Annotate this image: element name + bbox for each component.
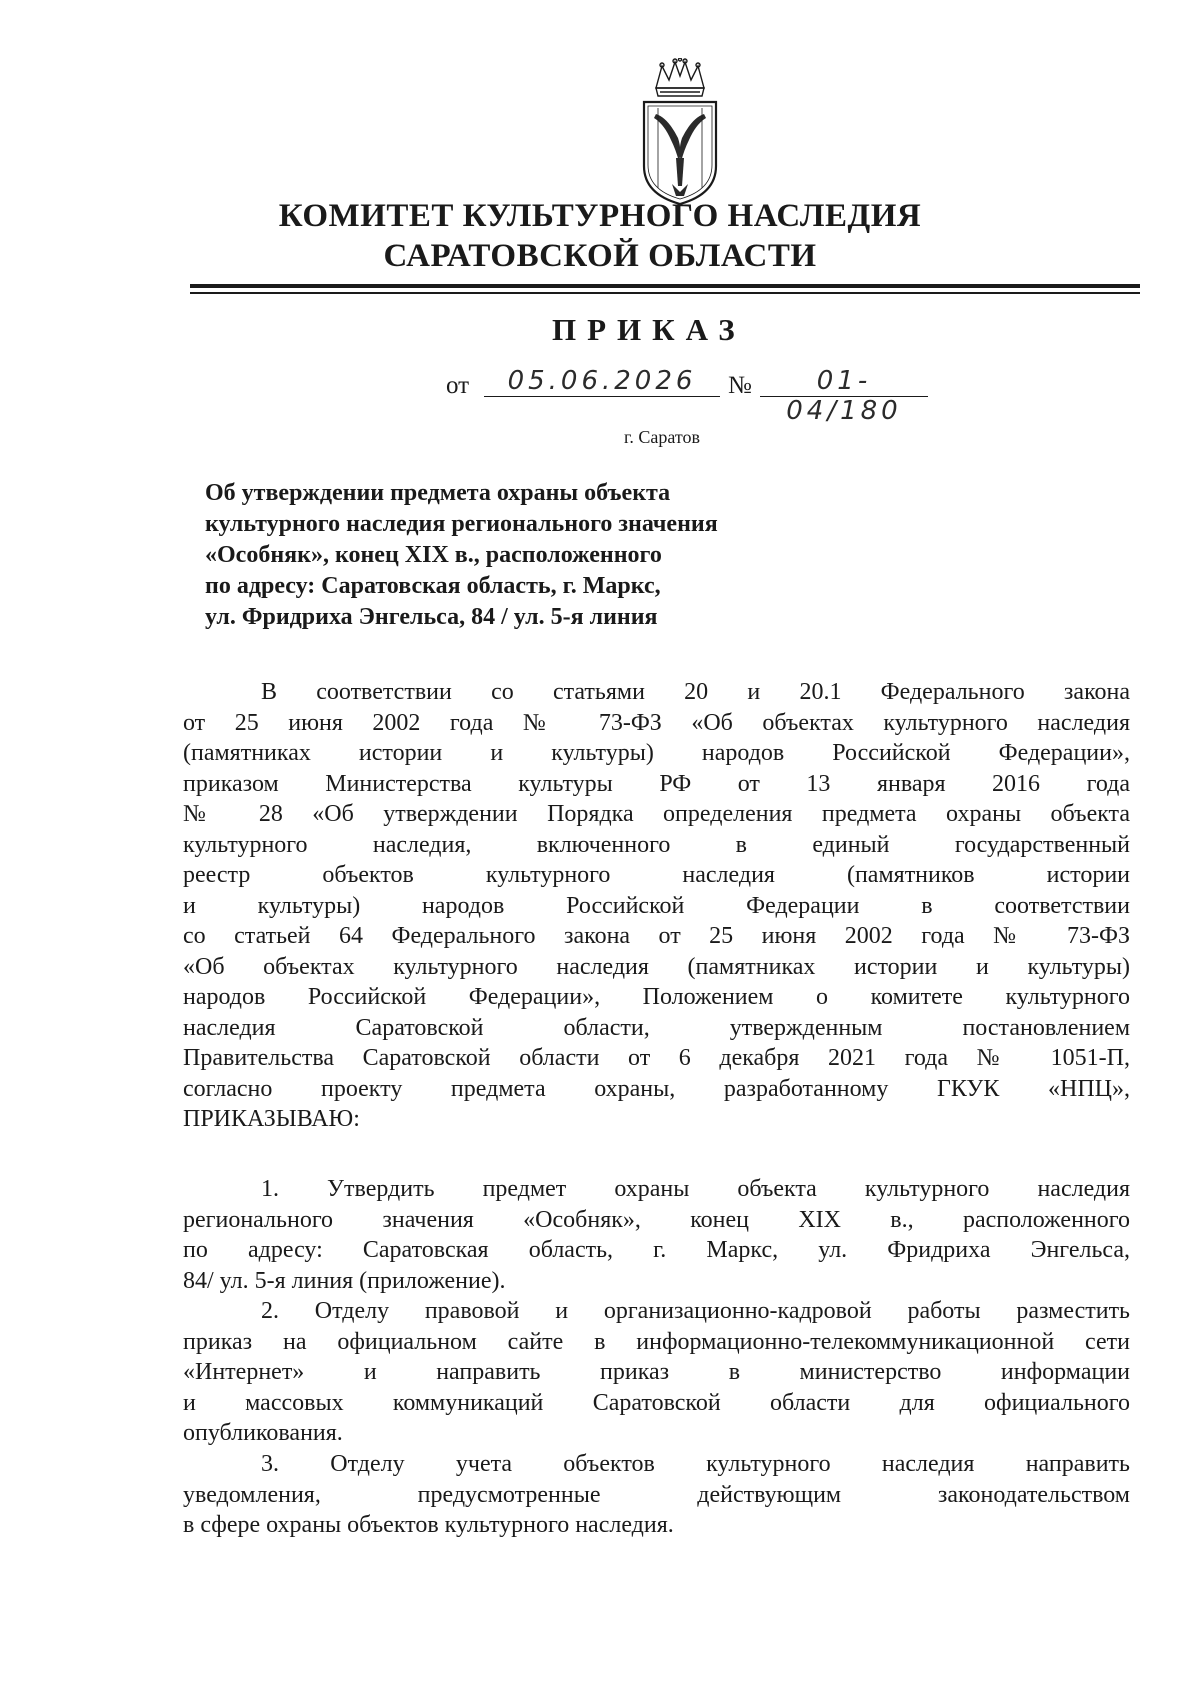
text-line: и массовых коммуникаций Саратовской области для официального [183,1389,1130,1416]
preamble-paragraph [183,677,1130,1135]
text-line: согласно проекту предмета охраны, разработанному ГКУК «НПЦ», [183,1075,1130,1102]
handwritten-order-number: 01-04/180 [760,366,928,397]
text-line: от 25 июня 2002 года № 73-ФЗ «Об объектах культурного наследия [183,709,1130,736]
text-line: «Об объектах культурного наследия (памятниках истории и культуры) [183,953,1130,980]
header-divider-thick [190,284,1140,288]
text-line: приказом Министерства культуры РФ от 13 января 2016 года [183,770,1130,797]
text-line: регионального значения «Особняк», конец XIX в., расположенного [183,1206,1130,1233]
text-line: в сфере охраны объектов культурного наследия. [183,1512,674,1538]
text-line: (памятниках истории и культуры) народов Российской Федерации», [183,740,1130,766]
text-line: 1. Утвердить предмет охраны объекта культурного наследия [261,1176,1130,1202]
order-item-2 [183,1296,1130,1449]
handwritten-date: 05.06.2026 [484,366,720,397]
text-line: культурного наследия, включенного в единый государственный [183,831,1130,858]
text-line: уведомления, предусмотренные действующим законодательством [183,1481,1130,1508]
text-line: приказ на официальном сайте в информационно-телекоммуникационной сети [183,1328,1130,1355]
order-item-1 [183,1174,1130,1296]
text-line: со статьей 64 Федерального закона от 25 июня 2002 года № 73-ФЗ [183,923,1130,949]
text-line: Правительства Саратовской области от 6 декабря 2021 года № 1051-П, [183,1045,1130,1071]
text-line: «Интернет» и направить приказ в министерство информации [183,1359,1130,1385]
subject-line: ул. Фридриха Энгельса, 84 / ул. 5-я линия [205,604,658,630]
organization-name-line1: КОМИТЕТ КУЛЬТУРНОГО НАСЛЕДИЯ [278,198,922,234]
text-line: 2. Отделу правовой и организационно-кадровой работы разместить [261,1298,1130,1324]
organization-name-line2: САРАТОВСКОЙ ОБЛАСТИ [383,238,817,274]
text-line: реестр объектов культурного наследия (памятников истории [183,862,1130,888]
subject-line: «Особняк», конец XIX в., расположенного [205,542,662,568]
text-line: народов Российской Федерации», Положением о комитете культурного [183,984,1130,1010]
text-line: В соответствии со статьями 20 и 20.1 Федерального закона [261,679,1130,705]
header-divider-thin [190,292,1140,294]
subject-line: Об утверждении предмета охраны объекта [205,480,671,506]
saratov-coat-of-arms-icon [638,58,722,206]
order-subject [205,478,718,633]
text-line: 3. Отделу учета объектов культурного наследия направить [261,1451,1130,1477]
text-line: наследия Саратовской области, утвержденным постановлением [183,1014,1130,1041]
number-label: № [728,372,752,399]
order-item-3 [183,1449,1130,1541]
document-type-title: ПРИКАЗ [552,312,746,347]
text-line: опубликования. [183,1420,343,1446]
subject-line: культурного наследия регионального значения [205,511,718,537]
text-line: и культуры) народов Российской Федерации в соответствии [183,892,1130,919]
text-line: по адресу: Саратовская область, г. Маркс, ул. Фридриха Энгельса, [183,1237,1130,1263]
subject-line: по адресу: Саратовская область, г. Маркс, [205,573,661,599]
date-label: от [446,372,470,399]
text-line: 84/ ул. 5-я линия (приложение). [183,1267,506,1294]
text-line: № 28 «Об утверждении Порядка определения предмета охраны объекта [183,801,1130,827]
city-name: г. Саратов [624,427,700,447]
text-line: ПРИКАЗЫВАЮ: [183,1106,360,1132]
